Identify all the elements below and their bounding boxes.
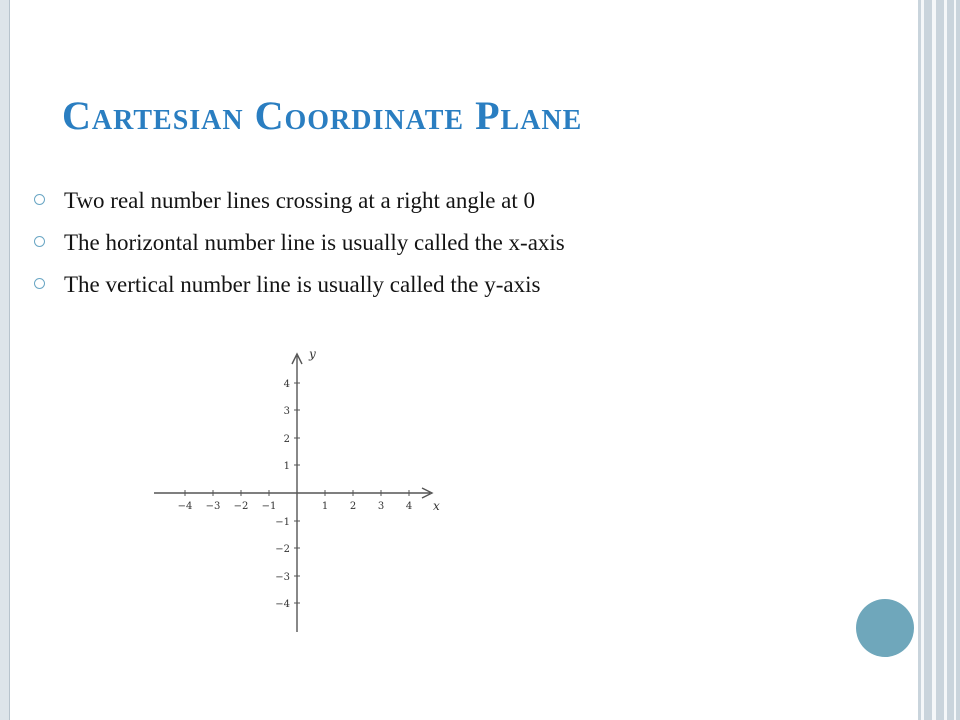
bullet-circle-icon (34, 194, 45, 205)
bullet-text: Two real number lines crossing at a right angle at 0 (64, 188, 536, 213)
x-tick-label: 4 (405, 501, 413, 512)
bullet-text: The horizontal number line is usually called the x-axis (64, 230, 565, 255)
slide-left-border-line (9, 0, 10, 720)
x-axis-label: x (433, 499, 440, 513)
x-tick-label: −1 (261, 501, 277, 512)
bullet-item (34, 180, 565, 222)
slide-title: Cartesian Coordinate Plane (62, 93, 583, 138)
y-tick-label: 2 (283, 434, 290, 445)
y-axis-label: y (309, 347, 316, 361)
x-tick-label: 2 (349, 501, 357, 512)
y-tick-label: −1 (275, 517, 290, 528)
x-tick-label: −3 (205, 501, 221, 512)
bullet-item (34, 264, 565, 306)
bullet-list (34, 180, 565, 306)
y-tick-label: 1 (283, 461, 290, 472)
y-tick-label: −2 (275, 544, 290, 555)
x-tick-label: 1 (321, 501, 329, 512)
bullet-circle-icon (34, 278, 45, 289)
y-tick-label: 4 (283, 379, 290, 390)
y-tick-label: −3 (275, 572, 290, 583)
border-stripe (921, 0, 924, 720)
border-stripe (944, 0, 947, 720)
decorative-circle (856, 599, 914, 657)
border-stripe (954, 0, 956, 720)
slide-left-border (0, 0, 9, 720)
bullet-item (34, 222, 565, 264)
y-tick-label: −4 (275, 599, 290, 610)
bullet-text: The vertical number line is usually called the y-axis (64, 272, 541, 297)
y-tick-label: 3 (283, 406, 290, 417)
x-tick-label: 3 (377, 501, 385, 512)
coordinate-plane (146, 340, 456, 640)
bullet-circle-icon (34, 236, 45, 247)
x-tick-label: −4 (177, 501, 193, 512)
border-stripe (932, 0, 936, 720)
x-tick-label: −2 (233, 501, 249, 512)
slide-right-border (918, 0, 960, 720)
